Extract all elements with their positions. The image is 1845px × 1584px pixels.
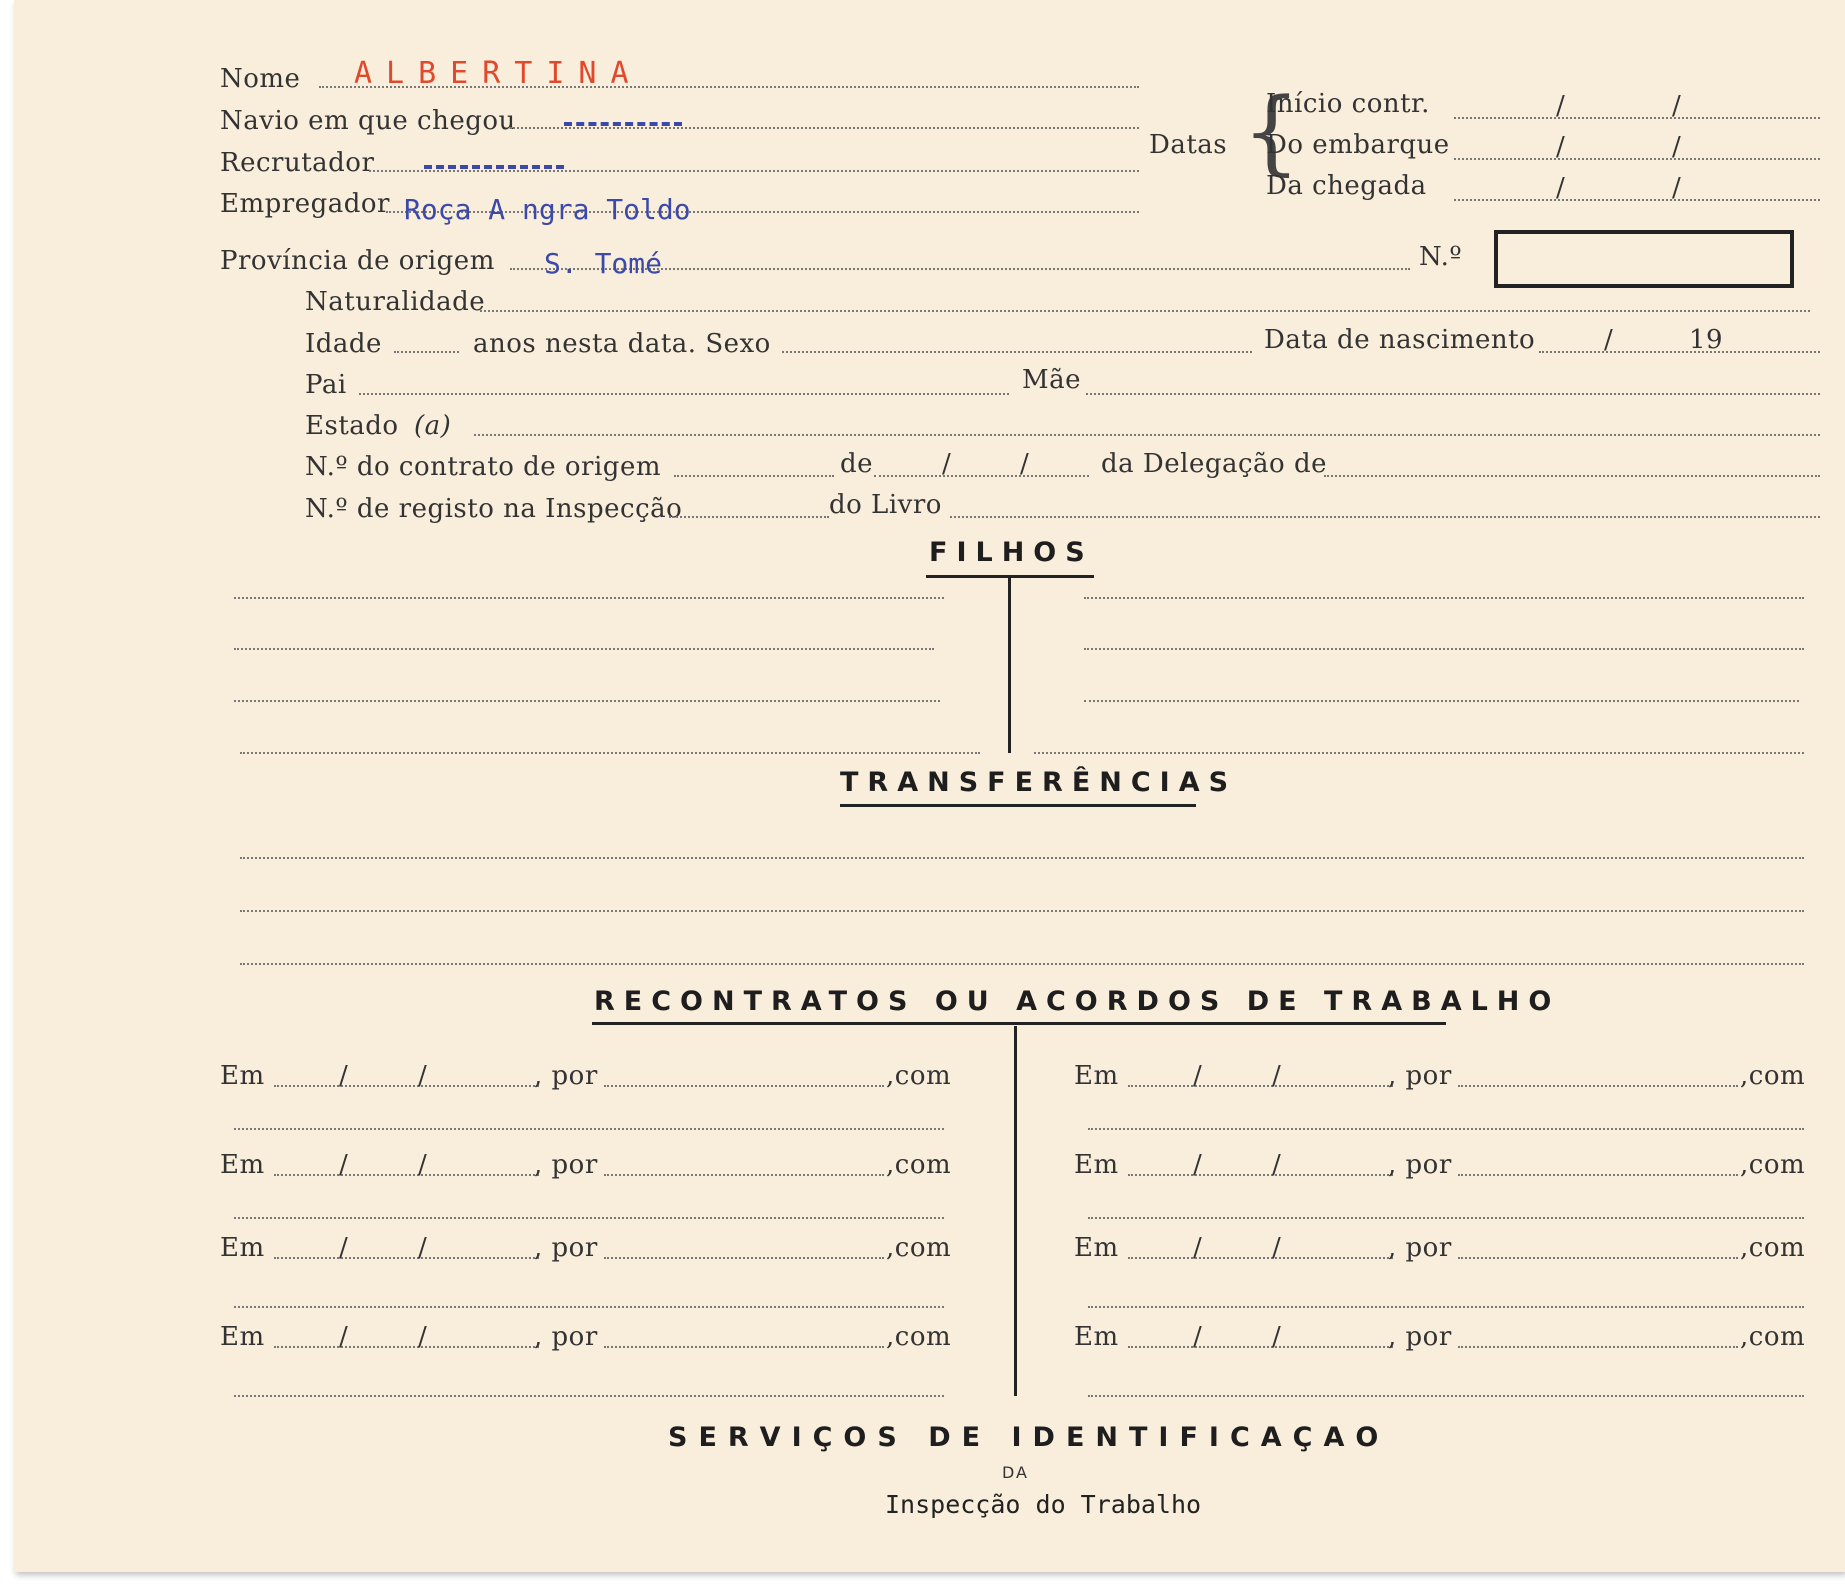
por-line [1458,1346,1738,1348]
filhos-line-r4 [1034,752,1804,754]
empregador-value: Roça A ngra Toldo [404,193,691,226]
idade-line [394,351,459,353]
em-label: Em [220,1322,265,1352]
em-slash-2: / [1272,1061,1281,1091]
footer-servicos: SERVIÇOS DE IDENTIFICAÇAO [668,1422,1390,1453]
com-line [234,1217,944,1219]
com-line [234,1128,944,1130]
em-label: Em [220,1233,265,1263]
contrato-de-label: de [840,449,874,479]
transferencias-line-1 [240,857,1804,859]
em-slash-2: / [418,1233,427,1263]
em-date-line [274,1085,539,1087]
recrutador-struck-mark [424,165,564,169]
transferencias-title: TRANSFERÊNCIAS [840,767,1238,798]
por-line [1458,1085,1738,1087]
contrato-slash-1: / [942,449,951,479]
em-slash-2: / [418,1061,427,1091]
delegacao-line [1324,475,1820,477]
com-label: ,com [886,1233,952,1263]
por-line [604,1257,884,1259]
em-label: Em [1074,1150,1119,1180]
identification-card [14,0,1845,1572]
por-label: , por [534,1061,598,1091]
com-line [1088,1217,1804,1219]
com-line [1088,1306,1804,1308]
chegada-slash-1: / [1556,173,1565,203]
em-date-line [1128,1085,1393,1087]
recontratos-underline [592,1022,1446,1025]
inicio-date-line [1454,117,1820,119]
com-label: ,com [886,1322,952,1352]
recrutador-label: Recrutador [220,148,375,178]
filhos-line-l3 [234,700,940,702]
em-date-line [274,1174,539,1176]
em-slash-1: / [1193,1322,1202,1352]
em-slash-2: / [1272,1322,1281,1352]
em-slash-1: / [1193,1061,1202,1091]
em-label: Em [220,1150,265,1180]
com-label: ,com [1740,1061,1806,1091]
inicio-slash-1: / [1556,91,1565,121]
em-slash-2: / [1272,1233,1281,1263]
livro-line [950,516,1820,518]
navio-label: Navio em que chegou [220,106,516,136]
embarque-date-line [1454,158,1820,160]
nome-label: Nome [220,64,301,94]
com-label: ,com [886,1150,952,1180]
por-label: , por [534,1322,598,1352]
anos-sexo-label: anos nesta data. Sexo [473,329,771,359]
datas-label: Datas [1149,130,1228,160]
com-line [1088,1395,1804,1397]
com-label: ,com [886,1061,952,1091]
transferencias-line-2 [240,910,1804,912]
contrato-date-line [874,475,1089,477]
por-label: , por [534,1233,598,1263]
em-slash-1: / [339,1322,348,1352]
chegada-date-line [1454,199,1820,201]
filhos-line-r3 [1084,700,1799,702]
footer-inspeccao: Inspecção do Trabalho [885,1490,1202,1519]
mae-line [1086,393,1820,395]
navio-line [510,127,1139,129]
com-line [234,1306,944,1308]
chegada-slash-2: / [1672,173,1681,203]
estado-note: (a) [414,411,452,441]
em-label: Em [1074,1322,1119,1352]
em-date-line [274,1257,539,1259]
pai-line [359,393,1009,395]
em-label: Em [220,1061,265,1091]
naturalidade-label: Naturalidade [305,287,486,317]
mae-label: Mãe [1022,365,1082,395]
pai-label: Pai [305,370,347,400]
embarque-slash-2: / [1672,132,1681,162]
nascimento-slash: / [1604,325,1613,355]
recrutador-line [369,170,1139,172]
filhos-line-l4 [240,752,980,754]
em-slash-1: / [339,1150,348,1180]
em-label: Em [1074,1233,1119,1263]
sexo-line [782,351,1252,353]
contrato-slash-2: / [1020,449,1029,479]
datas-brace: { [1242,78,1301,185]
naturalidade-line [480,310,1810,312]
por-line [604,1174,884,1176]
provincia-value: S. Tomé [544,247,663,280]
inicio-slash-2: / [1672,91,1681,121]
navio-struck-mark [564,122,682,126]
com-label: ,com [1740,1150,1806,1180]
em-label: Em [1074,1061,1119,1091]
empregador-label: Empregador [220,189,390,219]
por-line [604,1346,884,1348]
em-slash-1: / [339,1061,348,1091]
registo-label: N.º de registo na Inspecção [305,494,683,524]
filhos-divider [1008,578,1011,753]
nascimento-line [1539,351,1820,353]
em-slash-1: / [339,1233,348,1263]
por-label: , por [1388,1233,1452,1263]
em-date-line [1128,1174,1393,1176]
com-line [234,1395,944,1397]
por-label: , por [1388,1150,1452,1180]
por-line [604,1085,884,1087]
numero-box [1494,230,1794,288]
por-line [1458,1174,1738,1176]
filhos-line-r2 [1084,648,1804,650]
recontratos-divider [1014,1026,1017,1396]
datas-item-chegada: Da chegada [1266,171,1427,201]
em-date-line [1128,1346,1393,1348]
nascimento-year: 19 [1689,325,1724,355]
idade-label: Idade [305,329,382,359]
com-label: ,com [1740,1322,1806,1352]
com-line [1088,1128,1804,1130]
nome-value: ALBERTINA [354,56,643,91]
livro-label: do Livro [829,490,942,520]
com-label: ,com [1740,1233,1806,1263]
datas-item-inicio: Início contr. [1266,89,1430,119]
numero-label: N.º [1419,242,1463,272]
embarque-slash-1: / [1556,132,1565,162]
provincia-label: Província de origem [220,246,495,276]
em-date-line [1128,1257,1393,1259]
contrato-label: N.º do contrato de origem [305,452,661,482]
em-slash-1: / [1193,1150,1202,1180]
nascimento-label: Data de nascimento [1264,325,1536,355]
em-slash-2: / [1272,1150,1281,1180]
filhos-line-l2 [234,648,934,650]
contrato-line [674,475,834,477]
em-slash-2: / [418,1150,427,1180]
datas-item-embarque: Do embarque [1266,130,1450,160]
estado-label: Estado [305,411,399,441]
por-label: , por [1388,1061,1452,1091]
delegacao-label: da Delegação de [1101,449,1327,479]
transferencias-line-3 [240,963,1804,965]
filhos-title: FILHOS [929,537,1094,568]
footer-da: DA [1002,1463,1029,1482]
transferencias-underline [840,804,1196,807]
em-date-line [274,1346,539,1348]
em-slash-2: / [418,1322,427,1352]
em-slash-1: / [1193,1233,1202,1263]
registo-line [669,516,829,518]
recontratos-title: RECONTRATOS OU ACORDOS DE TRABALHO [594,986,1561,1017]
estado-line [474,434,1820,436]
por-line [1458,1257,1738,1259]
por-label: , por [534,1150,598,1180]
filhos-line-r1 [1084,597,1804,599]
filhos-line-l1 [234,597,944,599]
por-label: , por [1388,1322,1452,1352]
